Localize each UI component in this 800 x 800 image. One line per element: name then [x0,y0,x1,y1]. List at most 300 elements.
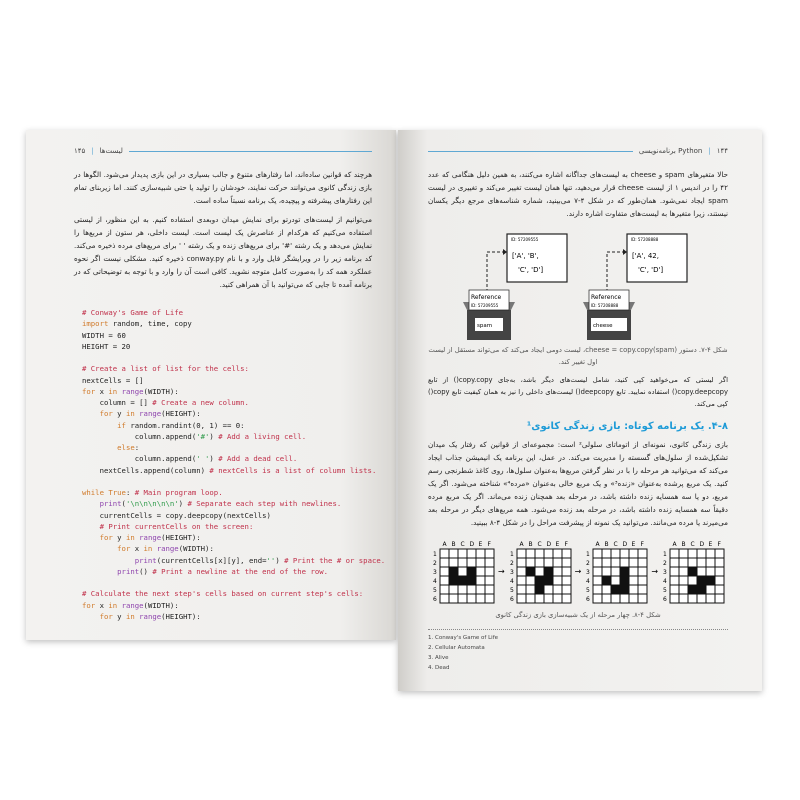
code-line [82,543,372,554]
code-token: range [139,409,162,419]
footnote: 4. Dead [428,665,450,671]
code-token: range [139,611,162,621]
code-line [82,397,372,408]
code-line [82,307,372,318]
cell-dead [476,594,485,603]
code-line [82,341,372,352]
cell-dead [697,594,706,603]
column-label: B [451,541,456,548]
cell-dead [620,558,629,567]
cell-dead [670,576,679,585]
code-token: # Add a dead cell. [218,454,298,464]
cell-dead [440,585,449,594]
footnote: 2. Cellular Automata [428,645,485,651]
cell-dead [440,558,449,567]
cell-dead [458,558,467,567]
reference-label: Reference [591,294,622,301]
list-value: ['A', 42, [632,252,659,260]
cell-dead [458,594,467,603]
code-token: print [117,566,140,576]
cell-dead [706,594,715,603]
cell-dead [440,549,449,558]
code-token: # Create a new column. [152,398,249,407]
cell-dead [629,558,638,567]
left-page [26,130,396,640]
intro-paragraph: حالا متغیرهای spam و cheese به لیست‌های جداگانه اشاره می‌کنند، به همین دلیل هنگامی که عدد ۴۲ را در اندیس ۱ از لیست cheese قرار می‌دهید، تنها همان لیست تغییر می‌کند و تغییری در لیست spam ایجاد نمی‌شود. همان‌طور که در شکل ۴-۷ می‌بینید، شماره شناسه‌های مرجع دیگر یکسان نیستند، زیرا متغیرها به لیست‌های متفاوت اشاره دارند. [428,170,729,218]
cell-dead [715,585,724,594]
row-label: 2 [432,560,437,567]
cell-dead [553,567,562,576]
cell-alive [449,567,458,576]
cell-dead [611,558,620,567]
cell-dead [544,594,553,603]
cell-alive [620,585,629,594]
column-label: B [681,541,686,548]
cell-dead [476,567,485,576]
code-token: (WIDTH): [178,544,214,554]
cell-alive [697,576,706,585]
code-token: for [82,600,96,610]
cell-dead [602,558,611,567]
cell-dead [706,549,715,558]
cell-dead [715,576,724,585]
cell-dead [715,594,724,603]
cell-dead [544,585,553,594]
cell-dead [638,576,647,585]
cell-dead [485,594,494,603]
cell-dead [485,558,494,567]
column-label: B [604,541,609,548]
cell-dead [553,594,562,603]
cell-alive [611,585,620,594]
code-line [82,588,372,599]
cell-dead [562,549,571,558]
code-token: range [121,386,144,396]
code-line [82,408,372,419]
code-token: for [99,409,113,419]
row-label: 1 [509,551,514,558]
code-line [82,611,372,622]
code-line [82,465,377,476]
code-token: for [117,544,131,554]
row-label: 6 [509,596,514,603]
cell-dead [629,549,638,558]
code-token: in [108,386,118,396]
list-value: ['A', 'B', [512,252,539,260]
cell-dead [449,549,458,558]
cell-dead [562,576,571,585]
chapter-title: لیست‌ها [99,147,123,155]
code-token: random.randint(0, 1) == 0: [125,420,245,430]
cell-alive [535,585,544,594]
cell-dead [688,558,697,567]
code-token [82,544,117,553]
cell-dead [458,585,467,594]
code-token: '#' [196,431,210,441]
cell-alive [620,567,629,576]
code-token [82,443,117,452]
code-token: column.append( [82,431,197,441]
page-header [74,146,372,156]
cell-dead [688,549,697,558]
code-line [82,566,372,577]
column-label: F [717,541,721,548]
cell-dead [562,558,571,567]
reference-id: ID: 57209555 [471,303,499,308]
cell-dead [449,558,458,567]
figure-caption: شکل ۴-۸. چهار مرحله از یک شبیه‌سازی بازی زندگی کانوی [495,611,661,619]
list-value: 'C', 'D'] [638,266,664,274]
section-title: ۴-۸. یک برنامه کوتاه: بازی زندگی کانوی¹ [526,421,728,432]
code-token: ) [209,454,219,464]
code-token: # Print a newline at the end of the row. [152,566,329,576]
header-separator: | [708,147,711,155]
cell-dead [476,576,485,585]
cell-dead [611,549,620,558]
code-token: '\n\n\n\n\n' [125,499,179,509]
cell-dead [526,585,535,594]
code-token: import [82,319,109,329]
reference-label: Reference [471,294,502,301]
code-token: HEIGHT = 20 [82,341,131,351]
code-token: range [156,544,179,554]
cell-dead [715,567,724,576]
cell-dead [679,558,688,567]
figure-reference-boxes [453,230,703,342]
code-token: x [95,386,109,396]
row-label: 3 [663,569,667,576]
page-header [428,146,728,156]
cell-dead [553,549,562,558]
code-token: (WIDTH): [143,600,179,610]
row-label: 6 [586,596,591,603]
cell-alive [602,576,611,585]
code-token [82,567,117,576]
code-token: # Conway's Game of Life [82,308,184,317]
cell-dead [517,594,526,603]
cell-dead [706,567,715,576]
code-token: ) [275,555,285,565]
cell-dead [706,585,715,594]
cell-dead [440,576,449,585]
code-token: for [99,533,113,542]
grid-stage [507,539,573,605]
code-line [82,521,372,532]
arrow-icon: → [574,567,582,576]
cell-alive [620,576,629,585]
row-label: 2 [509,560,514,567]
paragraph: می‌توانیم از لیست‌های تودرتو برای نمایش میدان دوبعدی استفاده کنیم. به این منظور، از لیستی استفاده می‌کنیم که هرکدام از عناصرش یک لیست است. لیست داخلی، هر ستون از مربع‌ها را نمایش می‌دهد و یک رشته '#' برای مربع‌های زنده و یک رشته ' ' برای مربع‌های مرده ذخیره می‌کند. کد برنامه زیر را در ویرایشگر فایل وارد و با نام conway.py ذخیره کنید. مشکلی نیست اگر نحوه عملکرد همه کد را به‌صورت کامل متوجه نشوید. کافی است آن را وارد و با توجه به توضیحاتی که در برنامه آمده تا جایی که می‌توانید با آن همراهی کنید. [74,215,372,289]
column-label: F [487,541,491,548]
cell-dead [467,558,476,567]
cell-dead [562,585,571,594]
paragraph: هرچند که قوانین ساده‌اند، اما رفتارهای متنوع و جالب بسیاری در این بازی پدیدار می‌شود. الگوها در بازی زندگی کانوی می‌توانند حرکت نمایند، خودشان را تولید یا حتی شبیه‌سازی کنند. اما زیربنای تمام این رفتارهای پیشرفته و پیچیده، یک برنامه نسبتاً ساده است. [74,170,372,205]
cell-dead [467,549,476,558]
cell-dead [602,585,611,594]
cell-dead [526,576,535,585]
code-token: (HEIGHT): [161,533,201,542]
column-label: D [622,541,628,548]
column-label: D [699,541,705,548]
cell-dead [562,567,571,576]
cell-dead [485,576,494,585]
row-label: 6 [432,596,437,603]
cell-dead [467,594,476,603]
arrow-icon [487,252,503,292]
row-label: 4 [586,578,591,585]
row-label: 5 [586,587,591,594]
code-token: y [112,533,126,542]
variable-label: cheese [593,323,613,329]
cell-dead [629,594,638,603]
row-label: 3 [509,569,514,576]
cell-dead [611,567,620,576]
column-label: E [631,541,636,548]
code-token: ( [121,499,126,509]
footnote: 1. Conway's Game of Life [428,635,499,641]
code-token: nextCells = [] [82,375,144,385]
cell-dead [670,558,679,567]
cell-dead [562,594,571,603]
code-token: # Main program loop. [134,488,223,497]
code-line [82,420,372,431]
cell-alive [697,585,706,594]
cell-dead [715,558,724,567]
cell-dead [670,567,679,576]
code-line [82,577,372,588]
list-value: 'C', 'D'] [518,266,544,274]
cell-dead [602,594,611,603]
row-label: 4 [509,578,514,585]
row-label: 1 [663,551,667,558]
code-line [82,352,372,363]
footnote: 3. Alive [428,655,449,661]
code-token: (HEIGHT): [161,611,201,621]
row-label: 3 [432,569,437,576]
column-label: C [460,541,465,548]
cell-dead [629,567,638,576]
code-token [82,612,100,621]
cell-dead [449,594,458,603]
cell-dead [485,549,494,558]
row-label: 1 [432,551,437,558]
cheese-group [583,234,687,340]
cell-alive [458,576,467,585]
header-separator: | [91,147,94,155]
code-line [82,375,372,386]
code-token: column.append( [82,454,197,464]
cell-dead [638,549,647,558]
cell-dead [629,576,638,585]
page-number: ۱۴۵ [74,147,86,155]
cell-dead [638,567,647,576]
code-token: # Calculate the next step's cells based on current step's cells: [82,589,364,599]
arrow-icon: → [651,567,659,576]
column-label: A [595,541,600,548]
code-token: print [134,555,157,565]
cell-alive [467,567,476,576]
cell-dead [697,567,706,576]
cell-dead [697,549,706,558]
cell-dead [593,567,602,576]
code-line [82,453,372,464]
footnote-divider [428,629,728,630]
book-title: برنامه‌نویسی Python [638,147,703,155]
row-label: 2 [663,560,667,567]
cell-dead [670,549,679,558]
cell-dead [526,594,535,603]
column-label: A [672,541,677,548]
column-label: D [546,541,551,548]
cell-alive [688,567,697,576]
cell-dead [535,594,544,603]
code-line [82,600,372,611]
cell-dead [688,594,697,603]
cell-dead [697,558,706,567]
code-token: # Separate each step with newlines. [187,499,342,509]
cell-dead [517,585,526,594]
arrow-icon [607,252,623,292]
cell-dead [544,549,553,558]
cell-alive [544,576,553,585]
code-line [82,498,372,509]
cell-dead [593,549,602,558]
row-label: 4 [432,578,437,585]
column-label: A [442,541,447,548]
column-label: E [555,541,559,548]
grid-stage [430,539,496,605]
cell-dead [620,594,629,603]
code-token: # Add a living cell. [218,431,307,441]
cell-dead [553,585,562,594]
figure-caption: شکل ۴-۷. دستور cheese = copy.copy(spam)، لیست دومی ایجاد می‌کند که می‌تواند مستقل از لیست اول تغییر کند. [428,346,728,366]
cell-dead [593,594,602,603]
code-token [82,533,100,542]
code-token: ) [178,499,188,509]
cell-dead [602,549,611,558]
cell-dead [679,585,688,594]
cell-dead [602,567,611,576]
code-token: range [121,600,144,610]
cell-dead [526,549,535,558]
cell-alive [449,576,458,585]
cell-dead [440,567,449,576]
list-id: ID: 57208888 [631,237,659,242]
code-line [82,431,372,442]
code-token: # Create a list of list for the cells: [82,364,249,374]
cell-dead [611,576,620,585]
cell-dead [706,558,715,567]
code-line [82,555,386,566]
code-token: '' [266,555,276,565]
deepcopy-paragraph: اگر لیستی که می‌خواهید کپی کنید، شامل لیست‌های دیگر باشد، به‌جای copy.copy() از تابع copy.deepcopy() استفاده نمایید. تابع deepcopy() لیست‌های داخلی را نیز به همان کیفیت تابع copy() کپی می‌کند. [428,376,728,408]
column-label: D [469,541,475,548]
code-token: (WIDTH): [143,386,179,396]
row-label: 2 [586,560,591,567]
cell-alive [544,567,553,576]
row-label: 5 [509,587,514,594]
cell-dead [638,594,647,603]
code-token: : [134,443,140,452]
arrow-icon: → [497,567,505,576]
cell-dead [526,558,535,567]
cell-alive [535,576,544,585]
row-label: 6 [663,596,667,603]
code-token: nextCells.append(column) [82,465,210,475]
row-label: 5 [663,587,667,594]
cell-dead [535,558,544,567]
code-token: x [95,600,109,610]
code-line [82,330,372,341]
cell-dead [458,549,467,558]
cell-dead [517,549,526,558]
cell-dead [638,585,647,594]
grid-stage [660,539,726,605]
code-token: column = [] [82,398,153,407]
reference-id: ID: 57208888 [591,303,619,308]
code-token: in [125,533,135,542]
cell-dead [679,594,688,603]
cell-dead [544,558,553,567]
column-label: E [478,541,483,548]
cell-dead [517,567,526,576]
cell-dead [593,558,602,567]
code-line [82,532,372,543]
cell-dead [593,585,602,594]
row-label: 1 [586,551,591,558]
code-token: () [139,566,153,576]
cell-alive [526,567,535,576]
cell-dead [476,558,485,567]
code-line [82,510,372,521]
cell-dead [670,585,679,594]
cell-alive [688,585,697,594]
code-line [82,442,372,453]
code-line [82,363,372,374]
cell-dead [715,549,724,558]
code-token: # Print the # or space. [284,555,386,565]
figure-game-of-life [428,539,728,605]
cell-dead [679,567,688,576]
column-label: F [564,541,568,548]
code-line [82,386,372,397]
footnotes [428,633,728,673]
code-token: currentCells = copy.deepcopy(nextCells) [82,510,271,520]
cell-dead [440,594,449,603]
cell-dead [670,594,679,603]
spam-group [463,234,567,340]
cell-dead [679,576,688,585]
cell-dead [629,585,638,594]
cell-dead [593,576,602,585]
cell-dead [458,567,467,576]
cell-dead [476,585,485,594]
header-rule [428,151,633,152]
column-label: C [613,541,619,548]
code-token: (HEIGHT): [161,409,201,419]
code-token: else [117,443,135,452]
code-token: y [112,611,126,621]
column-label: E [708,541,713,548]
code-token: (currentCells[x][y], end= [156,555,267,565]
column-label: A [519,541,524,548]
code-token: y [112,409,126,419]
code-token: # Print currentCells on the screen: [99,521,254,531]
cell-dead [476,549,485,558]
code-token: WIDTH = 60 [82,330,126,340]
code-token: if [117,420,126,430]
code-token: in [108,600,118,610]
